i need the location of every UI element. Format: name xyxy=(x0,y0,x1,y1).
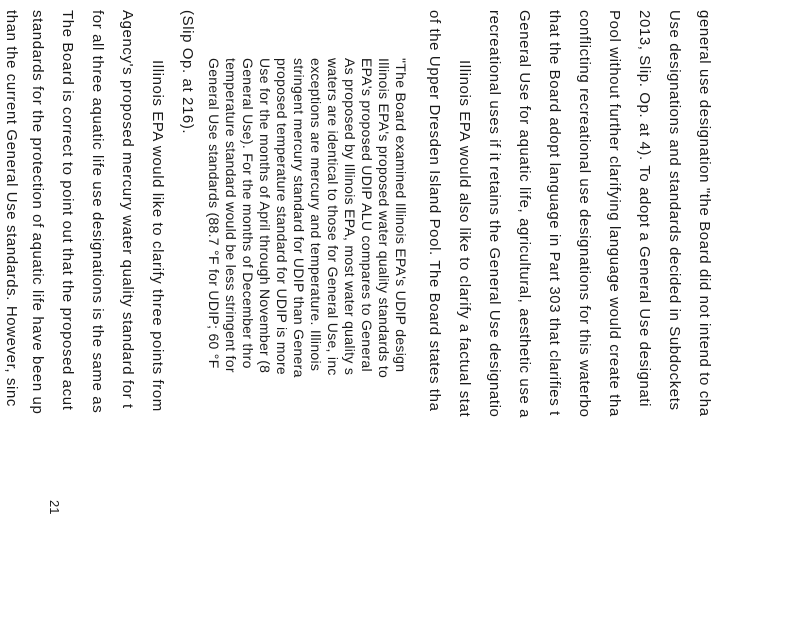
quote-line: stringent mercury standard for UDIP than Genera xyxy=(291,58,307,378)
quote-line: General Use). For the months of December thro xyxy=(240,58,256,369)
quote-line: proposed temperature standard for UDIP is more xyxy=(274,58,290,376)
body-line: Agency's proposed mercury water quality standard for t xyxy=(119,10,136,409)
body-line: The Board is correct to point out that the proposed acut xyxy=(59,10,76,411)
body-line: 2013, Slip. Op. at 4). To adopt a General Use designati xyxy=(636,10,653,408)
body-line: General Use for aquatic life, agricultural, aesthetic use a xyxy=(516,10,533,419)
body-line: Illinois EPA would like to clarify three points from xyxy=(149,60,166,412)
quote-line: Use for the months of April through November (8 xyxy=(257,58,273,374)
quote-line: "The Board examined Illinois EPA's UDIP design xyxy=(393,58,409,373)
citation: (Slip Op. at 216). xyxy=(179,10,196,135)
quote-line: temperature standard would be less stringent for xyxy=(223,58,239,373)
body-line: Pool without further clarifying language would create tha xyxy=(606,10,623,417)
body-line: than the current General Use standards. However, sinc xyxy=(3,10,20,407)
page-number: 21 xyxy=(47,500,62,515)
quote-line: General Use standards (88.7 °F for UDIP; 60 °F xyxy=(206,58,222,369)
body-line: of the Upper Dresden Island Pool. The Board states tha xyxy=(426,10,443,412)
body-line: that the Board adopt language in Part 303 that clarifies t xyxy=(546,10,563,416)
body-line: for all three aquatic life use designations is the same as xyxy=(89,10,106,414)
quote-line: waters are identical to those for General Use, inc xyxy=(325,58,341,376)
quote-line: Illinois EPA's proposed water quality standards to xyxy=(376,58,392,379)
body-line: standards for the protection of aquatic life have been up xyxy=(29,10,46,415)
quote-line: As proposed by Illinois EPA, most water quality s xyxy=(342,58,358,376)
quote-line: EPA's proposed UDIP ALU compares to General xyxy=(359,58,375,372)
body-line: Illinois EPA would also like to clarify a factual stat xyxy=(456,60,473,418)
body-line: general use designation "the Board did not intend to cha xyxy=(696,10,713,417)
body-line: recreational uses if it retains the General Use designatio xyxy=(486,10,503,418)
quote-line: exceptions are mercury and temperature. Illinois xyxy=(308,58,324,372)
body-line: Use designations and standards decided in Subdockets xyxy=(666,10,683,411)
body-line: conflicting recreational use designations for this waterbo xyxy=(576,10,593,418)
